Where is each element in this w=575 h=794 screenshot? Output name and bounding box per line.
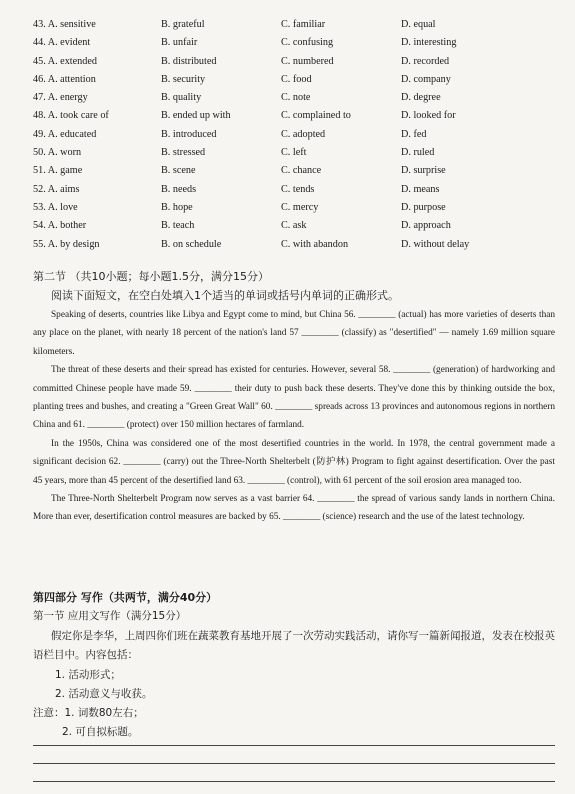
option-c: C. note [281,92,311,104]
option-a: 52. A. aims [33,183,80,195]
option-a: 54. A. bother [33,220,87,232]
option-d: D. recorded [401,55,450,67]
choice-row [33,89,553,107]
option-b: B. quality [161,92,202,104]
option-d: D. looked for [401,110,456,122]
option-c: C. tends [281,183,315,195]
option-a: 43. A. sensitive [33,19,96,30]
option-a: 53. A. love [33,201,78,213]
writing-requirement-2: 2. 活动意义与收获。 [55,688,153,700]
option-d: D. interesting [401,37,457,49]
option-b: B. on schedule [161,238,222,250]
answer-line[interactable] [33,763,555,764]
option-b: B. scene [161,165,196,177]
choice-row [33,16,553,34]
choice-row [33,181,553,199]
option-b: B. introduced [161,128,217,140]
option-b: B. security [161,73,206,85]
section2-instruction: 阅读下面短文，在空白处填入1个适当的单词或括号内单词的正确形式。 [51,289,399,302]
option-c: C. familiar [281,19,326,30]
choice-row [33,217,553,235]
option-a: 45. A. extended [33,55,97,67]
option-b: B. stressed [161,147,206,159]
choice-row [33,53,553,71]
option-c: C. complained to [281,110,351,122]
option-d: D. approach [401,220,451,232]
option-a: 46. A. attention [33,73,96,85]
choice-row [33,236,553,254]
option-d: D. ruled [401,147,435,159]
choice-row [33,162,553,180]
option-d: D. fed [401,128,427,140]
option-c: C. chance [281,165,322,177]
passage-paragraph: In the 1950s, China was considered one of the most desertified countries in the world. In 1978, the central government made a significant decision 62. ________ (carry) out the Three-North Shelterbelt (防护林) Program to fight against desertification. Over the past 45 years, more than 45 percent of the desertified land 63. ________ (control), with 61 percent of the soil erosion area managed too. [33,438,555,486]
choice-row [33,34,553,52]
option-b: B. needs [161,183,197,195]
writing-section1-heading: 第一节 应用文写作（满分15分） [33,610,187,622]
option-a: 50. A. worn [33,147,82,159]
passage-paragraph: The Three-North Shelterbelt Program now serves as a vast barrier 64. ________ the spread of various sandy lands in northern China. More than ever, desertification control measures are backed by 65. ________ (science) research and the use of the latest technology. [33,494,555,523]
option-a: 44. A. evident [33,37,91,49]
option-c: C. numbered [281,55,334,67]
writing-requirement-1: 1. 活动形式； [55,669,121,681]
option-c: C. left [281,147,307,159]
option-b: B. hope [161,201,193,213]
writing-note-2: 2. 可自拟标题。 [62,726,139,738]
cloze-passage [33,306,555,527]
option-b: B. distributed [161,55,217,67]
choice-table [33,16,553,254]
option-d: D. degree [401,92,441,104]
choice-row [33,71,553,89]
option-d: D. company [401,73,451,85]
option-d: D. without delay [401,238,470,250]
option-c: C. confusing [281,37,334,49]
section2-heading: 第二节 （共10小题；每小题1.5分，满分15分） [33,270,269,283]
option-c: C. with abandon [281,238,349,250]
choice-row [33,199,553,217]
answer-line[interactable] [33,781,555,782]
writing-task-text: 假定你是李华，上周四你们班在蔬菜教育基地开展了一次劳动实践活动，请你写一篇新闻报道，发表在校报英语栏目中。内容包括： [33,630,555,661]
answer-line[interactable] [33,745,555,746]
option-b: B. ended up with [161,110,231,122]
passage-paragraph: The threat of these deserts and their spread has existed for centuries. However, several 58. ________ (generation) of hardworking and committed Chinese people have made 59. ________ their duty to push back these deserts. They've done this by thinking outside the box, planting trees and bushes, and creating a "Green Great Wall" 60. ________ spreads across 13 provinces and autonomous regions in northern China and 61. ________ (protect) over 150 million hectares of farmland. [33,365,555,431]
option-d: D. equal [401,19,436,30]
writing-note-1: 注意：1. 词数80左右； [33,707,144,719]
choice-row [33,144,553,162]
part4-heading: 第四部分 写作（共两节，满分40分） [33,591,218,604]
option-b: B. grateful [161,19,205,30]
option-a: 49. A. educated [33,128,97,140]
choice-row [33,107,553,125]
option-a: 48. A. took care of [33,110,109,122]
option-a: 47. A. energy [33,92,88,104]
option-a: 55. A. by design [33,238,100,250]
option-c: C. food [281,73,312,85]
option-d: D. surprise [401,165,446,177]
option-d: D. means [401,183,440,195]
option-a: 51. A. game [33,165,83,177]
option-c: C. adopted [281,128,326,140]
option-c: C. mercy [281,201,319,213]
choice-row [33,126,553,144]
option-c: C. ask [281,220,307,232]
option-b: B. unfair [161,37,198,49]
passage-paragraph: Speaking of deserts, countries like Libya and Egypt come to mind, but China 56. ________ (actual) has more varieties of deserts than any place on the planet, with nearly 18 percent of the nation's land 57 ________ (classify) as "desertified" — namely 1.69 million square kilometers. [33,310,555,357]
option-b: B. teach [161,220,195,232]
option-d: D. purpose [401,201,446,213]
